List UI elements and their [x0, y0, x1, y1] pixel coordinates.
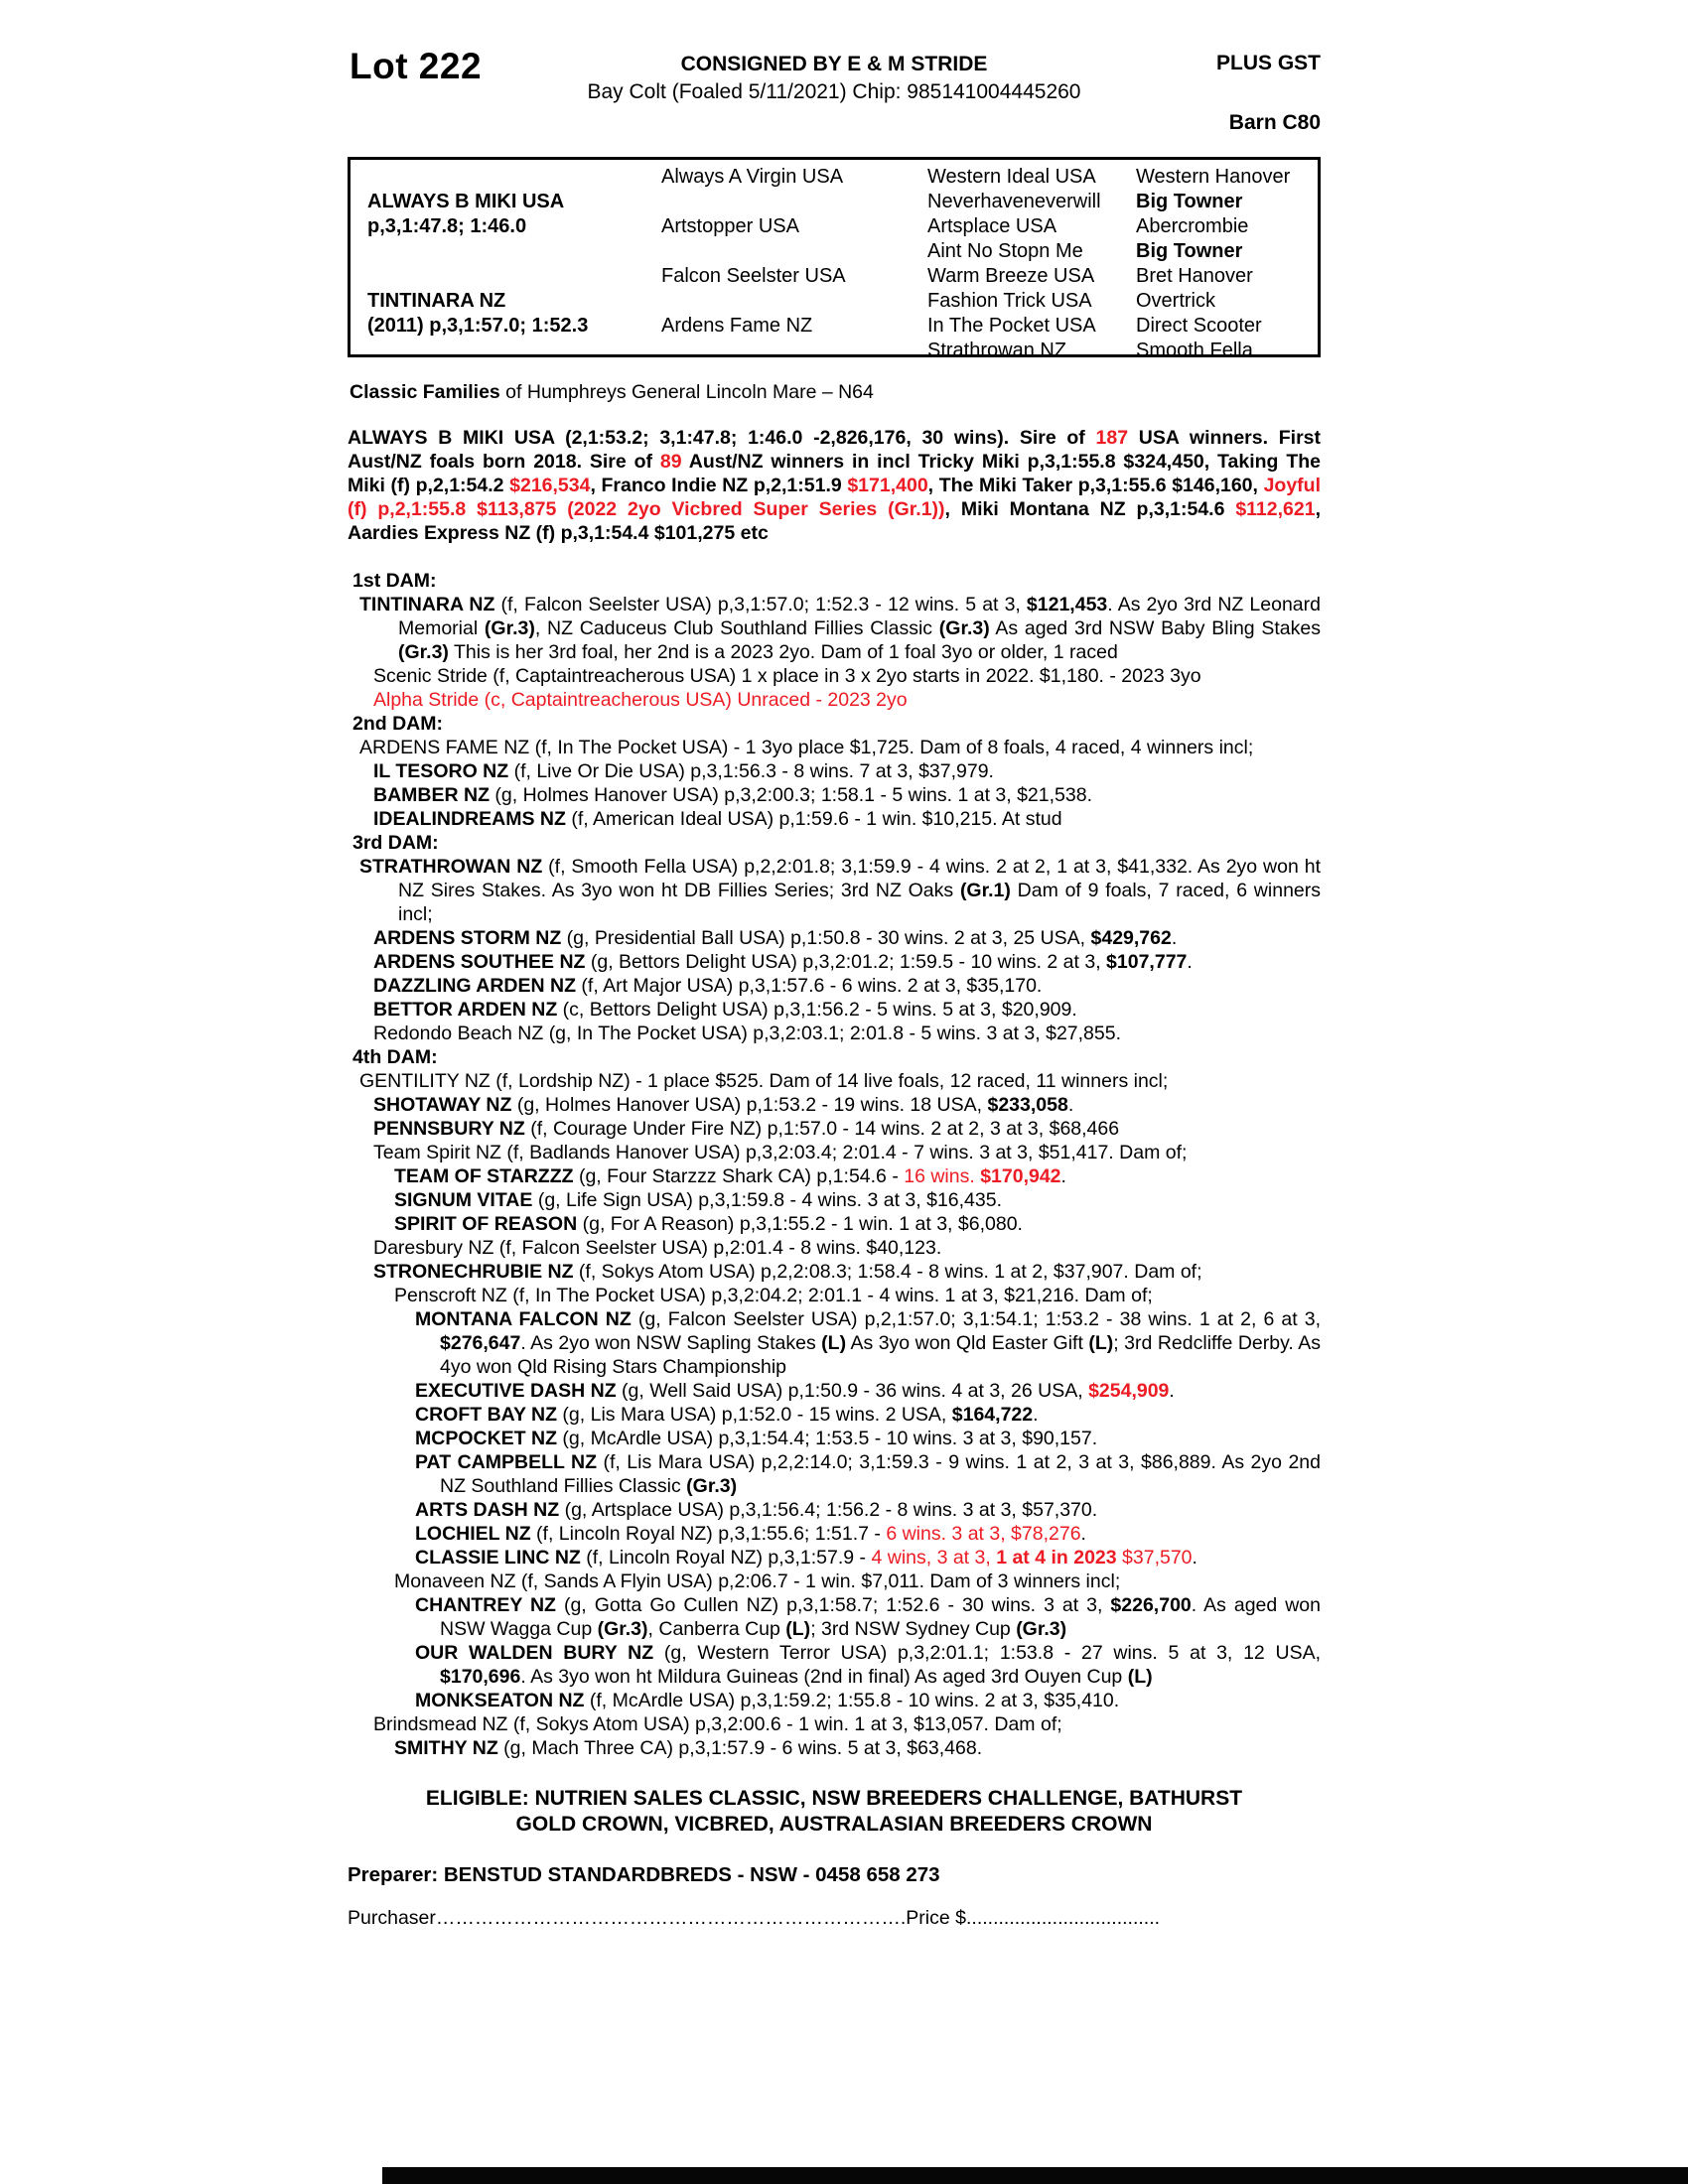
preparer-line: Preparer: BENSTUD STANDARDBREDS - NSW - 0458 658 273: [348, 1863, 940, 1886]
pedigree-entry: ARDENS SOUTHEE NZ (g, Bettors Delight USA) p,3,2:01.2; 1:59.5 - 10 wins. 2 at 3, $107,777.: [373, 951, 1193, 973]
page-header: [348, 46, 1321, 135]
pedigree-ancestor: Artsplace USA: [927, 215, 1057, 237]
pedigree-entry: PENNSBURY NZ (f, Courage Under Fire NZ) p,1:57.0 - 14 wins. 2 at 2, 3 at 3, $68,466: [373, 1118, 1120, 1140]
pedigree-ancestor: Warm Breeze USA: [927, 265, 1095, 287]
pedigree-entry: Monaveen NZ (f, Sands A Flyin USA) p,2:06.7 - 1 win. $7,011. Dam of 3 winners incl;: [394, 1570, 1121, 1592]
pedigree-ancestor: Abercrombie: [1136, 215, 1249, 237]
pedigree-entry: SHOTAWAY NZ (g, Holmes Hanover USA) p,1:53.2 - 19 wins. 18 USA, $233,058.: [373, 1094, 1074, 1116]
pedigree-entry: ARTS DASH NZ (g, Artsplace USA) p,3,1:56.4; 1:56.2 - 8 wins. 3 at 3, $57,370.: [415, 1499, 1098, 1521]
pedigree-entry: SPIRIT OF REASON (g, For A Reason) p,3,1:55.2 - 1 win. 1 at 3, $6,080.: [394, 1213, 1023, 1235]
pedigree-ancestor: Fashion Trick USA: [927, 290, 1092, 312]
eligibility-note: ELIGIBLE: NUTRIEN SALES CLASSIC, NSW BREEDERS CHALLENGE, BATHURST GOLD CROWN, VICBRED, AUSTRALASIAN BREEDERS CROWN: [425, 1787, 1243, 1836]
pedigree-entry: IDEALINDREAMS NZ (f, American Ideal USA) p,1:59.6 - 1 win. $10,215. At stud: [373, 808, 1062, 830]
price-label: Price $: [906, 1907, 966, 1929]
pedigree-ancestor: Smooth Fella: [1136, 340, 1253, 361]
pedigree-entry: Brindsmead NZ (f, Sokys Atom USA) p,3,2:00.6 - 1 win. 1 at 3, $13,057. Dam of;: [373, 1713, 1062, 1735]
pedigree-entry: Alpha Stride (c, Captaintreacherous USA) Unraced - 2023 2yo: [373, 689, 908, 711]
pedigree-entry: DAZZLING ARDEN NZ (f, Art Major USA) p,3,1:57.6 - 6 wins. 2 at 3, $35,170.: [373, 975, 1043, 997]
pedigree-entry: CLASSIE LINC NZ (f, Lincoln Royal NZ) p,3,1:57.9 - 4 wins, 3 at 3, 1 at 4 in 2023 $37,570.: [415, 1547, 1197, 1569]
pedigree-ancestor: Aint No Stopn Me: [927, 240, 1083, 262]
pedigree-ancestor: Strathrowan NZ: [927, 340, 1067, 361]
dam-heading: 4th DAM:: [352, 1046, 438, 1068]
classic-families-line: Classic Families of Humphreys General Lincoln Mare – N64: [350, 381, 874, 403]
purchaser-line: [348, 1907, 1321, 1930]
sire-name: ALWAYS B MIKI USA: [367, 191, 565, 212]
pedigree-ancestor: Ardens Fame NZ: [661, 315, 813, 337]
pedigree-ancestor: In The Pocket USA: [927, 315, 1096, 337]
pedigree-col3: [927, 165, 1101, 363]
pedigree-ancestor: Western Hanover: [1136, 166, 1291, 188]
page-edge-bar: [382, 2167, 1688, 2184]
pedigree-entry: SMITHY NZ (g, Mach Three CA) p,3,1:57.9 - 6 wins. 5 at 3, $63,468.: [394, 1737, 983, 1759]
pedigree-entry: CROFT BAY NZ (g, Lis Mara USA) p,1:52.0 - 15 wins. 2 USA, $164,722.: [415, 1404, 1039, 1426]
foal-description: Bay Colt (Foaled 5/11/2021) Chip: 985141004445260: [587, 80, 1081, 103]
pedigree-entry: GENTILITY NZ (f, Lordship NZ) - 1 place $525. Dam of 14 live foals, 12 raced, 11 winners incl;: [359, 1070, 1169, 1092]
plus-gst-label: PLUS GST: [1215, 52, 1321, 74]
purchaser-leader-dots: ……………………………………………………………….: [435, 1907, 907, 1929]
pedigree-entry: STRATHROWAN NZ (f, Smooth Fella USA) p,2,2:01.8; 3,1:59.9 - 4 wins. 2 at 2, 1 at 3, $41,332. As 2yo won ht NZ Sires Stakes. As 3yo won ht DB Fillies Series; 3rd NZ Oaks (Gr.1) Dam of 9 foals, 7 raced, 6 winners incl;: [359, 856, 1322, 925]
consignor-line: CONSIGNED BY E & M STRIDE: [680, 53, 988, 75]
pedigree-ancestor: Overtrick: [1136, 290, 1215, 312]
pedigree-entry: BAMBER NZ (g, Holmes Hanover USA) p,3,2:00.3; 1:58.1 - 5 wins. 1 at 3, $21,538.: [373, 784, 1092, 806]
dam-name: TINTINARA NZ: [367, 290, 506, 312]
lot-number: Lot 222: [350, 46, 483, 86]
pedigree-entry: ARDENS FAME NZ (f, In The Pocket USA) - 1 3yo place $1,725. Dam of 8 foals, 4 raced, 4 winners incl;: [359, 737, 1254, 758]
pedigree-entry: CHANTREY NZ (g, Gotta Go Cullen NZ) p,3,1:58.7; 1:52.6 - 30 wins. 3 at 3, $226,700. As aged won NSW Wagga Cup (Gr.3), Canberra Cup (L); 3rd NSW Sydney Cup (Gr.3): [415, 1594, 1321, 1640]
pedigree-ancestor: Big Towner: [1136, 240, 1243, 262]
pedigree-entry: PAT CAMPBELL NZ (f, Lis Mara USA) p,2,2:14.0; 3,1:59.3 - 9 wins. 1 at 2, 3 at 3, $86,889. As 2yo 2nd NZ Southland Fillies Classic (Gr.3): [415, 1451, 1321, 1497]
sire-performance-note: ALWAYS B MIKI USA (2,1:53.2; 3,1:47.8; 1:46.0 -2,826,176, 30 wins). Sire of 187 USA winners. First Aust/NZ foals born 2018. Sire of 89 Aust/NZ winners in incl Tricky Miki p,3,1:55.8 $324,450, Taking The Miki (f) p,2,1:54.2 $216,534, Franco Indie NZ p,2,1:51.9 $171,400, The Miki Taker p,3,1:55.6 $146,160, Joyful (f) p,2,1:55.8 $113,875 (2022 2yo Vicbred Super Series (Gr.1)), Miki Montana NZ p,3,1:54.6 $112,621, Aardies Express NZ (f) p,3,1:54.4 $101,275 etc: [348, 427, 1321, 544]
pedigree-body: [348, 569, 1321, 1760]
pedigree-ancestor: Falcon Seelster USA: [661, 265, 846, 287]
pedigree-ancestor: Direct Scooter: [1136, 315, 1262, 337]
pedigree-ancestor: Western Ideal USA: [927, 166, 1096, 188]
pedigree-entry: Penscroft NZ (f, In The Pocket USA) p,3,2:04.2; 2:01.1 - 4 wins. 1 at 3, $21,216. Dam of;: [394, 1285, 1153, 1306]
purchaser-label: Purchaser: [348, 1907, 436, 1929]
pedigree-entry: LOCHIEL NZ (f, Lincoln Royal NZ) p,3,1:55.6; 1:51.7 - 6 wins. 3 at 3, $78,276.: [415, 1523, 1086, 1545]
dam-heading: 3rd DAM:: [352, 832, 439, 854]
dam-heading: 1st DAM:: [352, 570, 437, 592]
price-leader-dots: ....................................: [966, 1907, 1161, 1929]
pedigree-table: [348, 157, 1321, 361]
pedigree-entry: IL TESORO NZ (f, Live Or Die USA) p,3,1:56.3 - 8 wins. 7 at 3, $37,979.: [373, 760, 994, 782]
pedigree-entry: OUR WALDEN BURY NZ (g, Western Terror USA) p,3,2:01.1; 1:53.8 - 27 wins. 5 at 3, 12 USA, $170,696. As 3yo won ht Mildura Guineas (2nd in final) As aged 3rd Ouyen Cup (L): [415, 1642, 1321, 1688]
pedigree-entry: EXECUTIVE DASH NZ (g, Well Said USA) p,1:50.9 - 36 wins. 4 at 3, 26 USA, $254,909.: [415, 1380, 1175, 1402]
pedigree-entry: ARDENS STORM NZ (g, Presidential Ball USA) p,1:50.8 - 30 wins. 2 at 3, 25 USA, $429,762.: [373, 927, 1178, 949]
pedigree-ancestor: Big Towner: [1136, 191, 1243, 212]
pedigree-entry: TINTINARA NZ (f, Falcon Seelster USA) p,3,1:57.0; 1:52.3 - 12 wins. 5 at 3, $121,453. As 2yo 3rd NZ Leonard Memorial (Gr.3), NZ Caduceus Club Southland Fillies Classic (Gr.3) As aged 3rd NSW Baby Bling Stakes (Gr.3) This is her 3rd foal, her 2nd is a 2023 2yo. Dam of 1 foal 3yo or older, 1 raced: [359, 594, 1321, 663]
dam-record: (2011) p,3,1:57.0; 1:52.3: [367, 315, 589, 337]
pedigree-entry: Redondo Beach NZ (g, In The Pocket USA) p,3,2:03.1; 2:01.8 - 5 wins. 3 at 3, $27,855.: [373, 1023, 1122, 1044]
dam-heading: 2nd DAM:: [352, 713, 443, 735]
sire-record: p,3,1:47.8; 1:46.0: [367, 215, 527, 237]
pedigree-entry: MONTANA FALCON NZ (g, Falcon Seelster USA) p,2,1:57.0; 3,1:54.1; 1:53.2 - 38 wins. 1 at 2, 6 at 3, $276,647. As 2yo won NSW Sapling Stakes (L) As 3yo won Qld Easter Gift (L); 3rd Redcliffe Derby. As 4yo won Qld Rising Stars Championship: [415, 1308, 1321, 1378]
pedigree-entry: SIGNUM VITAE (g, Life Sign USA) p,3,1:59.8 - 4 wins. 3 at 3, $16,435.: [394, 1189, 1003, 1211]
barn-label: Barn C80: [1228, 111, 1321, 134]
pedigree-entry: TEAM OF STARZZZ (g, Four Starzzz Shark CA) p,1:54.6 - 16 wins. $170,942.: [394, 1165, 1066, 1187]
pedigree-ancestor: Always A Virgin USA: [661, 166, 844, 188]
pedigree-col4: [1136, 165, 1290, 363]
pedigree-ancestor: Artstopper USA: [661, 215, 799, 237]
page-content: [348, 46, 1322, 1930]
pedigree-ancestor: Neverhaveneverwill: [927, 191, 1101, 212]
pedigree-entry: Daresbury NZ (f, Falcon Seelster USA) p,2:01.4 - 8 wins. $40,123.: [373, 1237, 942, 1259]
pedigree-entry: Team Spirit NZ (f, Badlands Hanover USA) p,3,2:03.4; 2:01.4 - 7 wins. 3 at 3, $51,417. Dam of;: [373, 1142, 1188, 1163]
pedigree-entry: Scenic Stride (f, Captaintreacherous USA) 1 x place in 3 x 2yo starts in 2022. $1,180. - 2023 3yo: [373, 665, 1201, 687]
pedigree-entry: BETTOR ARDEN NZ (c, Bettors Delight USA) p,3,1:56.2 - 5 wins. 5 at 3, $20,909.: [373, 999, 1077, 1021]
pedigree-entry: MCPOCKET NZ (g, McArdle USA) p,3,1:54.4; 1:53.5 - 10 wins. 3 at 3, $90,157.: [415, 1428, 1098, 1449]
pedigree-ancestor: Bret Hanover: [1136, 265, 1253, 287]
pedigree-entry: MONKSEATON NZ (f, McArdle USA) p,3,1:59.2; 1:55.8 - 10 wins. 2 at 3, $35,410.: [415, 1690, 1120, 1711]
pedigree-entry: STRONECHRUBIE NZ (f, Sokys Atom USA) p,2,2:08.3; 1:58.4 - 8 wins. 1 at 2, $37,907. Dam of;: [373, 1261, 1202, 1283]
